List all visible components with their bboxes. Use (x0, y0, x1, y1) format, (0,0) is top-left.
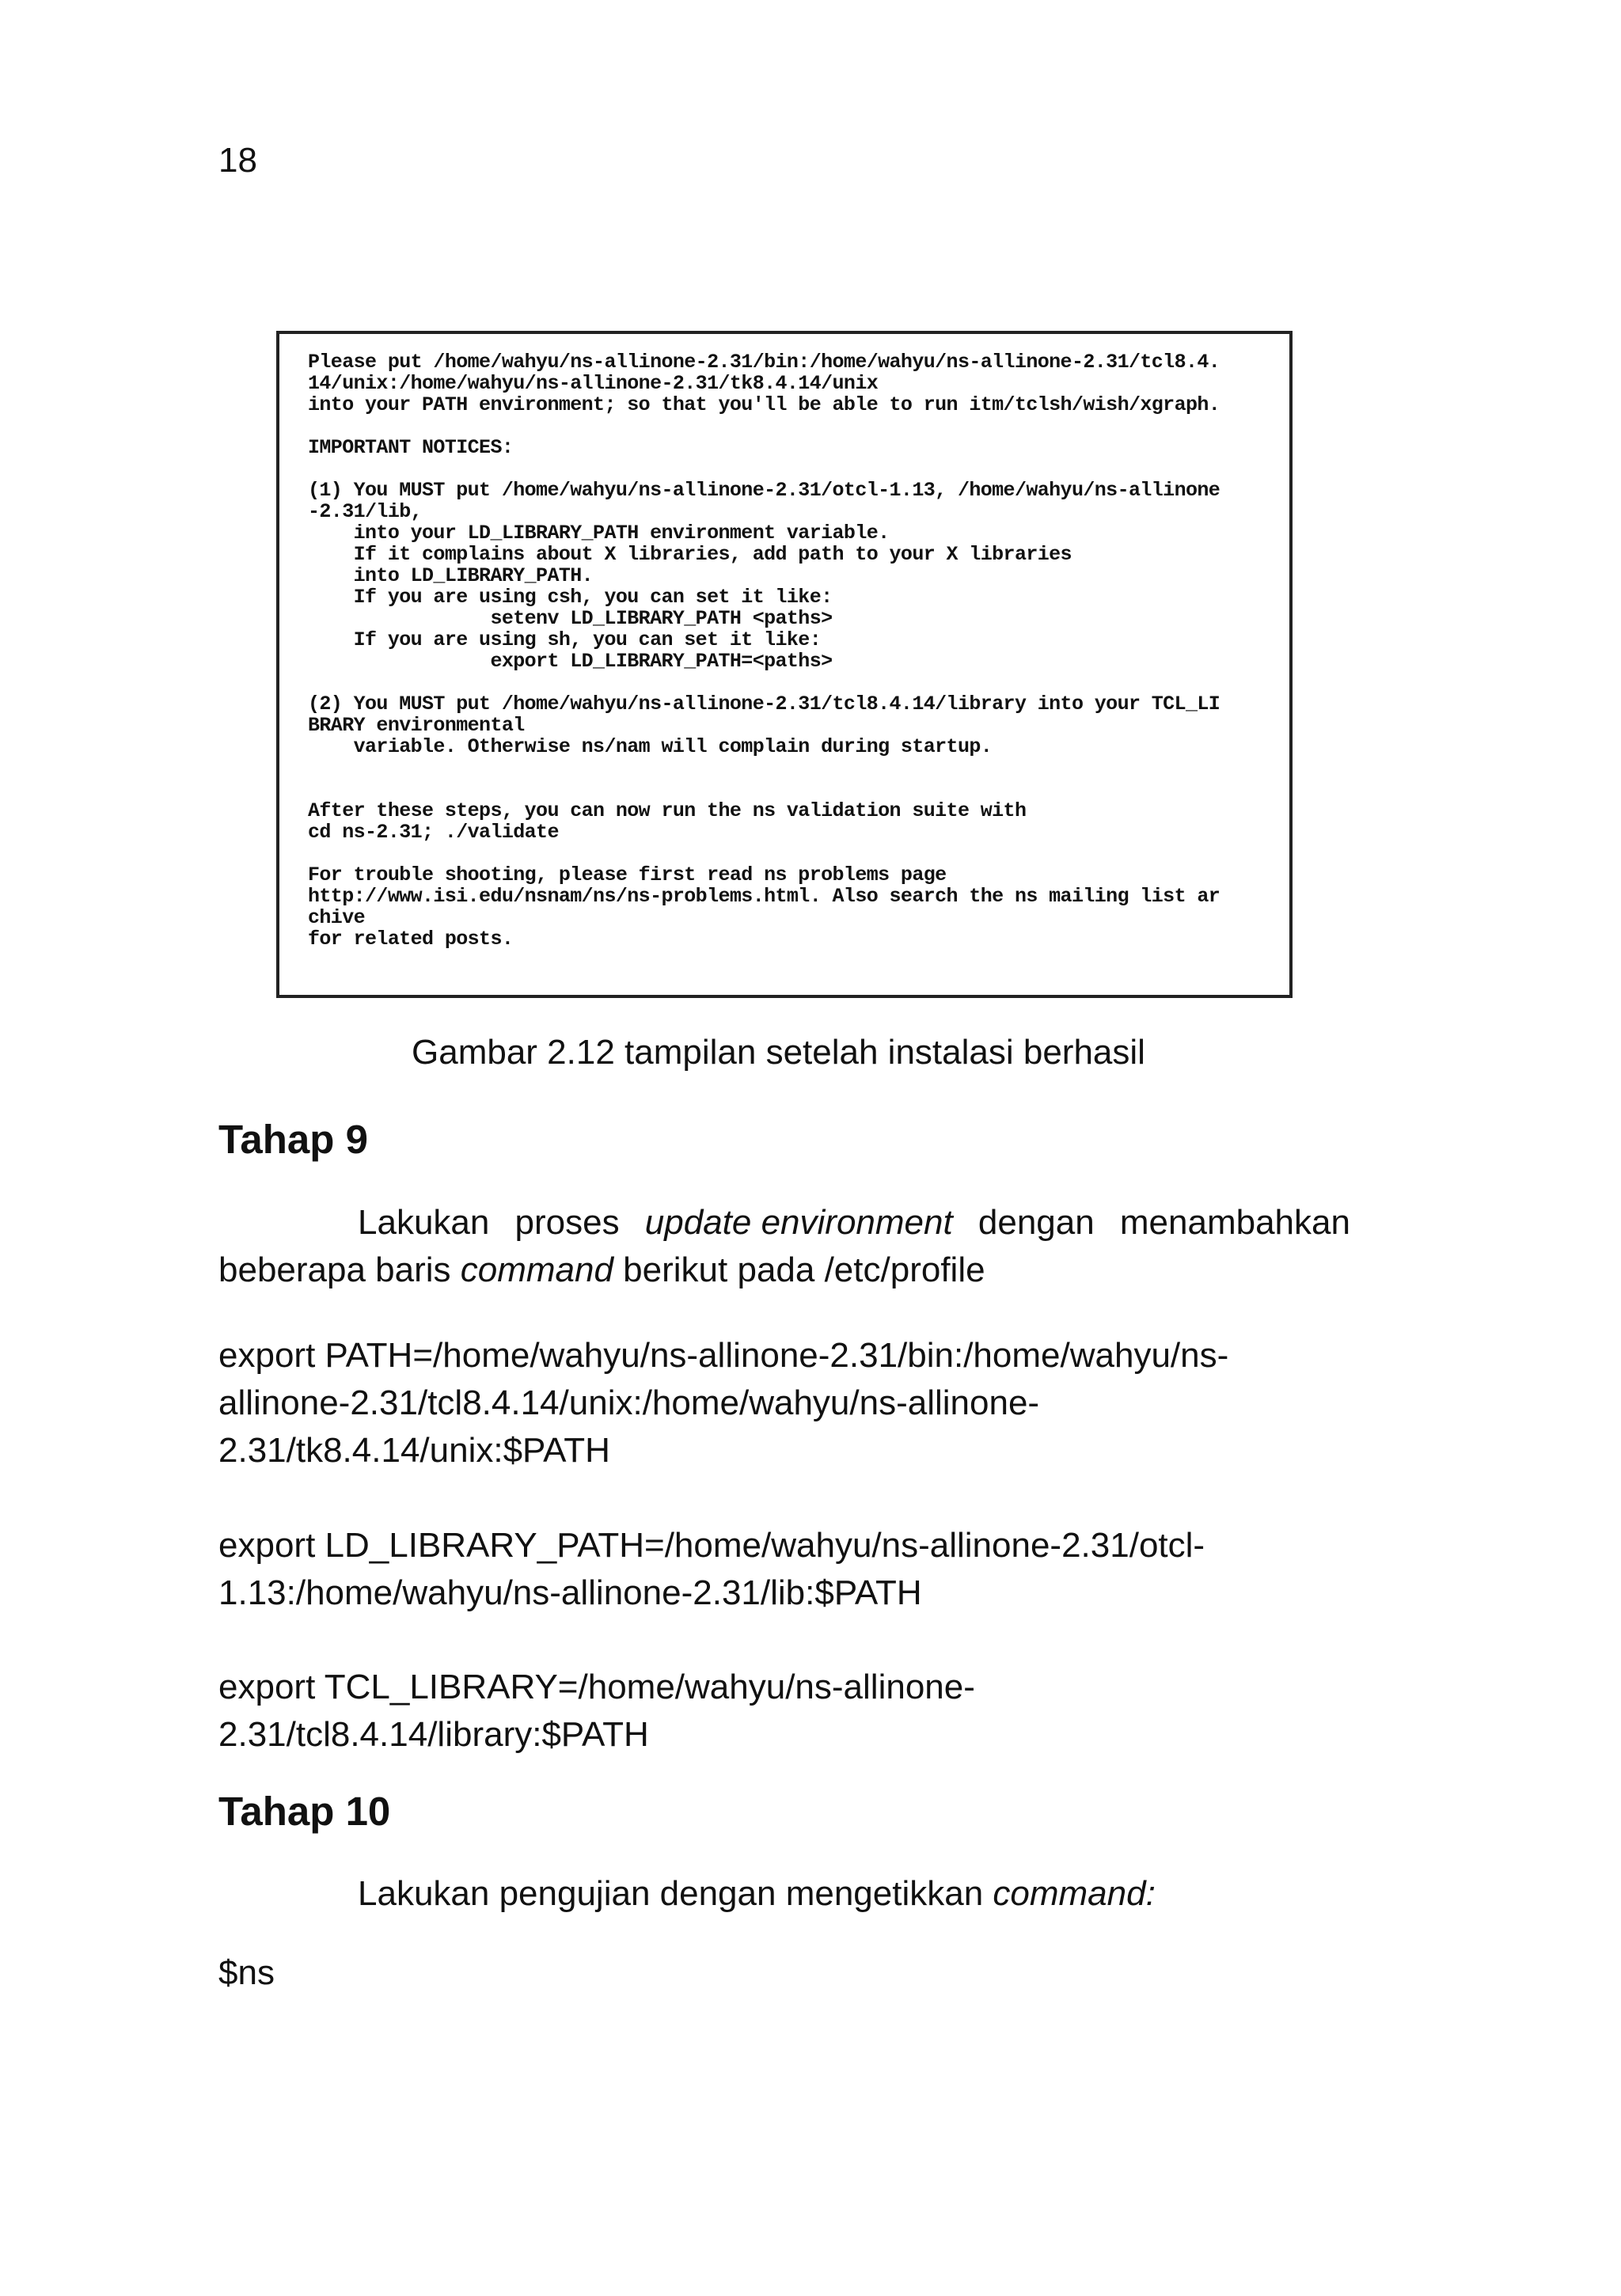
word-emphasis: update environment (644, 1203, 953, 1242)
export-ld-library-path-command: export LD_LIBRARY_PATH=/home/wahyu/ns-allinone-2.31/otcl- 1.13:/home/wahyu/ns-allinone-2.31/lib:$PATH (218, 1526, 1205, 1612)
terminal-line: cd ns-2.31; ./validate (308, 821, 559, 844)
tahap-9-paragraph (218, 1199, 1350, 1294)
terminal-line: into your PATH environment; so that you'll be able to run itm/tclsh/wish/xgraph. (308, 393, 1220, 416)
export-path-command: export PATH=/home/wahyu/ns-allinone-2.31/bin:/home/wahyu/ns- allinone-2.31/tcl8.4.14/unix:/home/wahyu/ns-allinone- 2.31/tk8.4.14/unix:$PATH (218, 1336, 1229, 1470)
terminal-line: setenv LD_LIBRARY_PATH <paths> (308, 607, 833, 630)
terminal-line: (2) You MUST put /home/wahyu/ns-allinone-2.31/tcl8.4.14/library into your TCL_LI (308, 693, 1220, 715)
ns-command: $ns (218, 1953, 275, 1992)
terminal-line: for related posts. (308, 928, 514, 951)
figure-caption: Gambar 2.12 tampilan setelah instalasi berhasil (412, 1033, 1145, 1072)
text-run: beberapa baris (218, 1250, 461, 1289)
terminal-line: If you are using sh, you can set it like: (308, 628, 822, 651)
text-emphasis: command (460, 1250, 613, 1289)
terminal-screenshot (276, 331, 1293, 998)
tahap-10-paragraph (218, 1870, 1350, 1918)
section-heading-tahap-9: Tahap 9 (218, 1117, 368, 1162)
paragraph-line-2 (218, 1247, 1350, 1294)
terminal-line: IMPORTANT NOTICES: (308, 436, 514, 459)
word: menambahkan (1119, 1203, 1350, 1242)
terminal-line: 14/unix:/home/wahyu/ns-allinone-2.31/tk8.4.14/unix (308, 372, 879, 395)
terminal-line: If it complains about X libraries, add path to your X libraries (308, 543, 1072, 566)
text-run: berikut pada /etc/profile (613, 1250, 985, 1289)
page-number: 18 (218, 141, 257, 180)
word: dengan (978, 1203, 1095, 1242)
terminal-line: For trouble shooting, please first read ns problems page (308, 863, 947, 886)
terminal-line: (1) You MUST put /home/wahyu/ns-allinone-2.31/otcl-1.13, /home/wahyu/ns-allinone (308, 479, 1220, 502)
terminal-line: -2.31/lib, (308, 500, 423, 523)
text-run: Lakukan pengujian dengan mengetikkan (358, 1874, 993, 1913)
terminal-line: http://www.isi.edu/nsnam/ns/ns-problems.html. Also search the ns mailing list ar (308, 885, 1220, 908)
export-tcl-library-command: export TCL_LIBRARY=/home/wahyu/ns-allinone- 2.31/tcl8.4.14/library:$PATH (218, 1668, 975, 1754)
terminal-line: variable. Otherwise ns/nam will complain during startup. (308, 735, 993, 758)
terminal-line: into your LD_LIBRARY_PATH environment variable. (308, 522, 890, 545)
text-emphasis: command: (993, 1874, 1156, 1913)
section-heading-tahap-10: Tahap 10 (218, 1789, 391, 1834)
word: Lakukan (358, 1203, 490, 1242)
terminal-line: export LD_LIBRARY_PATH=<paths> (308, 650, 833, 673)
terminal-line: If you are using csh, you can set it like: (308, 586, 833, 609)
paragraph-line-1 (218, 1199, 1350, 1247)
terminal-line: into LD_LIBRARY_PATH. (308, 564, 594, 587)
word: proses (514, 1203, 620, 1242)
terminal-line: chive (308, 906, 366, 929)
terminal-output (308, 351, 1220, 950)
terminal-line: After these steps, you can now run the ns validation suite with (308, 799, 1027, 822)
terminal-line: BRARY environmental (308, 714, 525, 737)
terminal-line: Please put /home/wahyu/ns-allinone-2.31/bin:/home/wahyu/ns-allinone-2.31/tcl8.4. (308, 351, 1220, 374)
